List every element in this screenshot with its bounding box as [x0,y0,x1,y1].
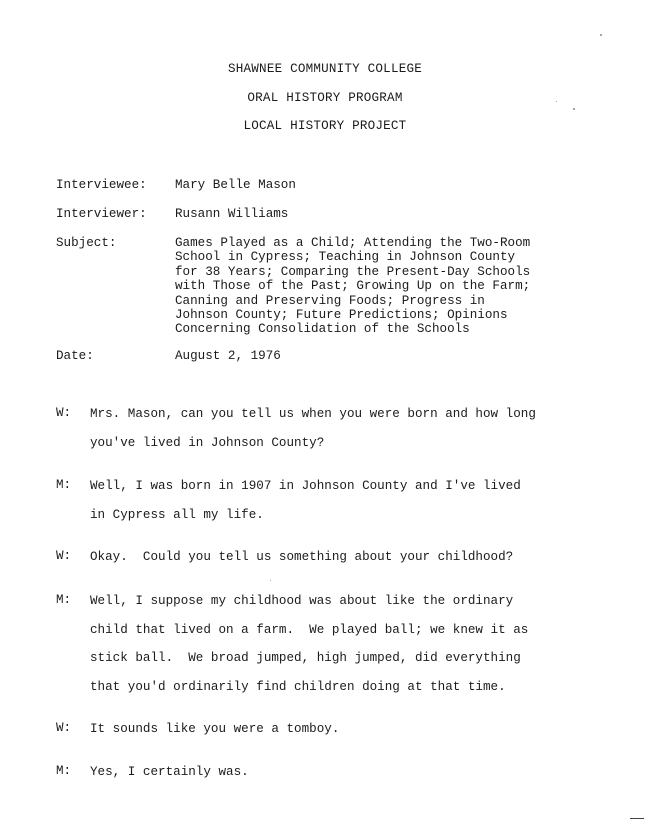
turn-line: Okay. Could you tell us something about your childhood? [90,550,514,564]
speaker-label: M: [56,478,72,492]
turn-text [90,549,630,578]
subject-line: Games Played as a Child; Attending the Two-Room [175,236,531,250]
turn-text [90,478,630,535]
date-value: August 2, 1976 [175,349,281,363]
subject-value [175,236,530,337]
program-heading: ORAL HISTORY PROGRAM [247,91,403,105]
college-heading: SHAWNEE COMMUNITY COLLEGE [228,62,422,76]
turn-line: Mrs. Mason, can you tell us when you were born and how long [90,407,536,421]
turn-line: It sounds like you were a tomboy. [90,722,340,736]
scan-speck [270,580,271,581]
speaker-label: M: [56,593,72,607]
turn-text [90,764,630,793]
speaker-label: W: [56,721,72,735]
subject-label: Subject: [56,236,117,250]
turn-text [90,406,630,463]
subject-line: for 38 Years; Comparing the Present-Day Schools [175,264,531,279]
scan-speck [573,108,575,110]
scan-dash [630,818,644,819]
turn-line: that you'd ordinarily find children doing at that time. [90,679,506,694]
interviewee-label: Interviewee: [56,178,147,192]
subject-line: with Those of the Past; Growing Up on the Farm; [175,279,531,294]
interviewer-label: Interviewer: [56,207,147,221]
turn-text [90,593,630,707]
speaker-label: W: [56,549,72,563]
interviewee-value: Mary Belle Mason [175,178,296,192]
turn-line: stick ball. We broad jumped, high jumped, did everything [90,651,521,665]
speaker-label: M: [56,764,72,778]
turn-line: Well, I suppose my childhood was about like the ordinary [90,594,514,608]
interviewer-value: Rusann Williams [175,207,289,221]
scan-speck [556,101,557,102]
turn-line: Well, I was born in 1907 in Johnson County and I've lived [90,479,521,493]
speaker-label: W: [56,406,72,420]
subject-line: School in Cypress; Teaching in Johnson County [175,250,516,265]
scan-speck [600,34,602,36]
turn-line: Yes, I certainly was. [90,765,249,779]
turn-line: in Cypress all my life. [90,507,264,522]
subject-line: Johnson County; Future Predictions; Opinions [175,308,508,323]
subject-line: Canning and Preserving Foods; Progress in [175,293,485,308]
turn-text [90,721,630,750]
turn-line: child that lived on a farm. We played ball; we knew it as [90,622,529,637]
subject-line: Concerning Consolidation of the Schools [175,322,470,337]
date-label: Date: [56,349,94,363]
project-heading: LOCAL HISTORY PROJECT [243,119,407,133]
turn-line: you've lived in Johnson County? [90,435,325,450]
